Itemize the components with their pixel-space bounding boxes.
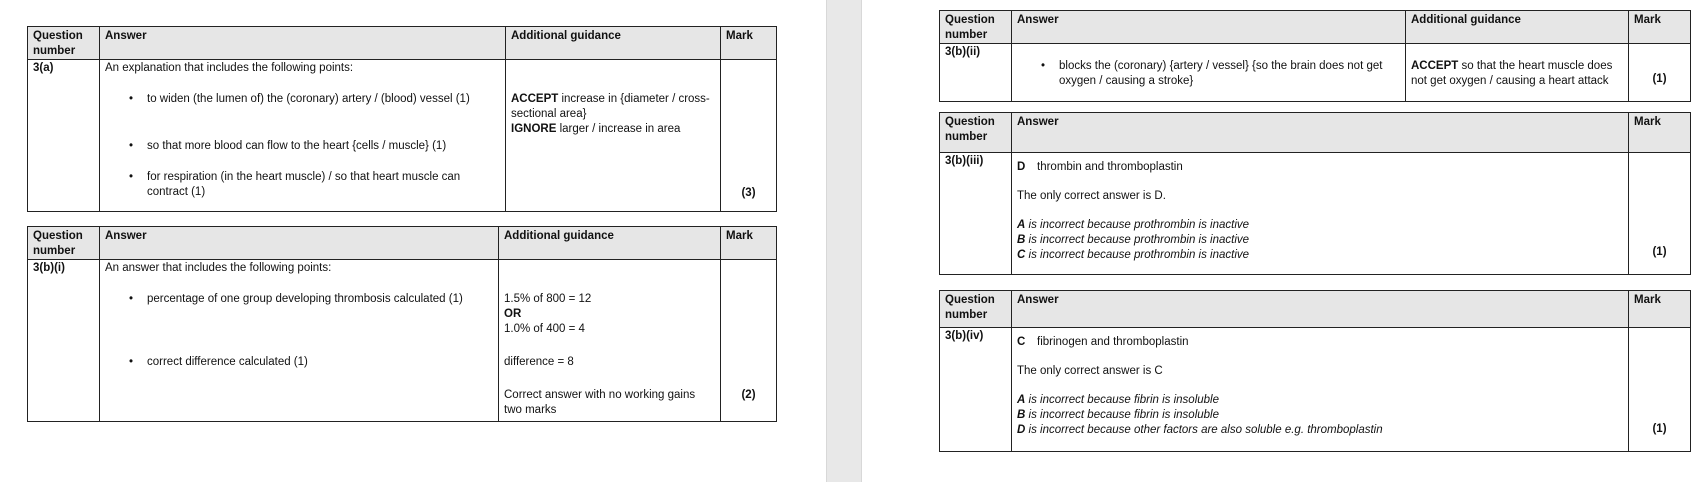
reason-text: is incorrect because other factors are also soluble e.g. thromboplastin bbox=[1025, 424, 1383, 436]
accept-text: so that the heart muscle does not get oxygen / causing a heart attack bbox=[1411, 60, 1613, 87]
answer-cell bbox=[1012, 44, 1406, 102]
question-number-header: Question number bbox=[28, 27, 100, 60]
guidance-calc-2: 1.0% of 400 = 4 bbox=[504, 323, 585, 335]
accept-text: increase in {diameter / cross-sectional area} bbox=[511, 93, 710, 120]
reason-line bbox=[1017, 393, 1623, 408]
answer-point: • to widen (the lumen of) the (coronary) artery / (blood) vessel (1) bbox=[105, 92, 500, 107]
question-number: 3(b)(i) bbox=[28, 260, 100, 422]
reason-letter: D bbox=[1017, 424, 1026, 436]
mark-value: (2) bbox=[721, 260, 777, 422]
answer-point: • correct difference calculated (1) bbox=[105, 355, 493, 370]
correct-statement: The only correct answer is D. bbox=[1017, 190, 1166, 202]
reason-letter: A bbox=[1017, 394, 1026, 406]
guidance-or: OR bbox=[504, 308, 522, 320]
reason-line bbox=[1017, 248, 1623, 263]
reason-letter: C bbox=[1017, 249, 1026, 261]
reason-line bbox=[1017, 423, 1623, 438]
mark-header: Mark bbox=[721, 27, 777, 60]
question-number: 3(b)(ii) bbox=[940, 44, 1012, 102]
question-number: 3(a) bbox=[28, 60, 100, 212]
reason-letter: B bbox=[1017, 409, 1026, 421]
correct-option bbox=[1017, 335, 1623, 350]
question-3bi-table bbox=[27, 226, 777, 422]
correct-option bbox=[1017, 160, 1623, 175]
mark-header: Mark bbox=[1629, 11, 1691, 44]
answer-intro: An answer that includes the following points: bbox=[105, 262, 332, 274]
answer-cell bbox=[1012, 328, 1629, 452]
mark-value: (1) bbox=[1629, 44, 1691, 102]
question-number: 3(b)(iv) bbox=[940, 328, 1012, 452]
question-number: 3(b)(iii) bbox=[940, 153, 1012, 275]
additional-guidance-header: Additional guidance bbox=[506, 27, 721, 60]
answer-cell bbox=[1012, 153, 1629, 275]
guidance-calc-1: 1.5% of 800 = 12 bbox=[504, 293, 592, 305]
reason-line bbox=[1017, 218, 1623, 233]
question-3a-table bbox=[27, 26, 777, 212]
answer-header: Answer bbox=[100, 227, 499, 260]
reason-text: is incorrect because fibrin is insoluble bbox=[1025, 394, 1219, 406]
answer-point: • so that more blood can flow to the heart {cells / muscle} (1) bbox=[105, 139, 500, 154]
question-number-header: Question number bbox=[940, 113, 1012, 153]
mark-header: Mark bbox=[721, 227, 777, 260]
guidance-no-working: Correct answer with no working gains two marks bbox=[504, 389, 696, 416]
mark-scheme-page-right bbox=[862, 0, 1702, 482]
answer-header: Answer bbox=[1012, 11, 1406, 44]
question-3biv-table bbox=[939, 290, 1691, 452]
answer-intro: An explanation that includes the following points: bbox=[105, 62, 354, 74]
guidance-cell bbox=[499, 260, 721, 422]
reason-text: is incorrect because prothrombin is inactive bbox=[1025, 219, 1250, 231]
question-number-header: Question number bbox=[940, 11, 1012, 44]
accept-keyword: ACCEPT bbox=[1411, 60, 1459, 72]
page-gutter bbox=[826, 0, 862, 482]
answer-cell bbox=[100, 260, 499, 422]
question-3bii-table bbox=[939, 10, 1691, 102]
answer-point: • blocks the (coronary) {artery / vessel} {so the brain does not get oxygen / causing a stroke} bbox=[1017, 59, 1400, 89]
guidance-difference: difference = 8 bbox=[504, 356, 574, 368]
answer-header: Answer bbox=[1012, 291, 1629, 328]
mark-value: (1) bbox=[1629, 153, 1691, 275]
question-number-header: Question number bbox=[940, 291, 1012, 328]
reason-line bbox=[1017, 408, 1623, 423]
additional-guidance-header: Additional guidance bbox=[499, 227, 721, 260]
mark-value: (3) bbox=[721, 60, 777, 212]
answer-header: Answer bbox=[100, 27, 506, 60]
guidance-accept bbox=[511, 92, 715, 122]
option-letter: D bbox=[1017, 161, 1026, 173]
guidance-accept bbox=[1411, 59, 1623, 89]
reason-letter: B bbox=[1017, 234, 1026, 246]
mark-header: Mark bbox=[1629, 291, 1691, 328]
correct-statement: The only correct answer is C bbox=[1017, 365, 1163, 377]
reason-text: is incorrect because fibrin is insoluble bbox=[1025, 409, 1219, 421]
question-number-header: Question number bbox=[28, 227, 100, 260]
reason-line bbox=[1017, 233, 1623, 248]
mark-header: Mark bbox=[1629, 113, 1691, 153]
ignore-text: larger / increase in area bbox=[556, 123, 681, 135]
option-text: fibrinogen and thromboplastin bbox=[1037, 336, 1189, 348]
guidance-ignore bbox=[511, 122, 715, 137]
ignore-keyword: IGNORE bbox=[511, 123, 557, 135]
guidance-cell bbox=[1406, 44, 1629, 102]
mark-value: (1) bbox=[1629, 328, 1691, 452]
reason-text: is incorrect because prothrombin is inactive bbox=[1025, 234, 1250, 246]
answer-header: Answer bbox=[1012, 113, 1629, 153]
option-text: thrombin and thromboplastin bbox=[1037, 161, 1183, 173]
guidance-cell bbox=[506, 60, 721, 212]
additional-guidance-header: Additional guidance bbox=[1406, 11, 1629, 44]
accept-keyword: ACCEPT bbox=[511, 93, 559, 105]
reason-letter: A bbox=[1017, 219, 1026, 231]
answer-point: • for respiration (in the heart muscle) / so that heart muscle can contract (1) bbox=[105, 170, 500, 200]
answer-point: • percentage of one group developing thrombosis calculated (1) bbox=[105, 292, 493, 307]
mark-scheme-page-left bbox=[0, 0, 826, 482]
answer-cell bbox=[100, 60, 506, 212]
option-letter: C bbox=[1017, 336, 1026, 348]
reason-text: is incorrect because prothrombin is inactive bbox=[1025, 249, 1250, 261]
question-3biii-table bbox=[939, 112, 1691, 275]
